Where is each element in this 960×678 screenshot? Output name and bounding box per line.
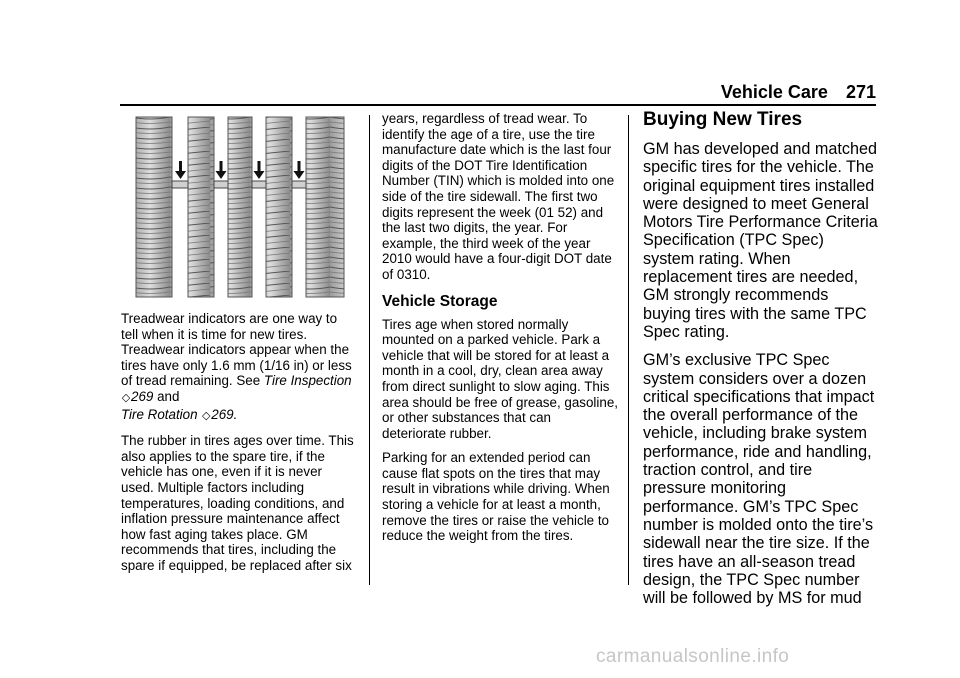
link-tire-rotation[interactable]: Tire Rotation ◇269. [121, 407, 237, 422]
tread-rib-5 [306, 117, 344, 297]
heading-buying-new-tires: Buying New Tires [643, 109, 803, 130]
paragraph-storage-2: Parking for an extended period can cause flat spots on the tires that may result in vibrations while driving. When storing a vehicle for at least a month, remove the tires or raise the vehicle to reduce the weight from the tires. [382, 450, 610, 544]
page-arrow-icon: ◇ [202, 409, 211, 422]
wear-bar-3 [252, 181, 266, 188]
page-header [690, 82, 876, 103]
paragraph-buying-1: GM has developed and matched specific tires for the vehicle. The original equipment tires installed were designed to meet General Motors Tire Performance Criteria Specification (TPC Spec) system rating. When replacement tires are needed, GM strongly recommends buying tires with the same TPC Spec rating. [643, 140, 878, 341]
column-divider [369, 115, 370, 585]
paragraph-treadwear: Treadwear indicators are one way to tell when it is time for new tires. Treadwear indicators appear when the tires have only 1.6 mm (1/16 in) or less of tread remaining. See Tire Inspection ◇269 and Tire Rotation ◇269. [121, 311, 357, 424]
paragraph-tire-age: years, regardless of tread wear. To identify the age of a tire, use the tire manufacture date which is the last four digits of the DOT Tire Identification Number (TIN) which is molded into one side of the tire sidewall. The first two digits represent the week (01 52) and the last two digits, the year. For example, the third week of the year 2010 would have a four-digit DOT date of 0310. [382, 111, 615, 282]
column-2 [382, 111, 618, 553]
section-title: Vehicle Care [720, 82, 828, 102]
wear-bar-4 [292, 181, 306, 188]
page-number: 271 [845, 82, 876, 102]
treadwear-indicator-figure [130, 115, 350, 300]
link-tire-inspection[interactable]: Tire Inspection ◇269 [121, 373, 352, 404]
treadwear-illustration [130, 115, 350, 300]
column-divider [628, 115, 629, 585]
column-3 [643, 109, 879, 617]
wear-bar-2 [214, 181, 228, 188]
page-arrow-icon: ◇ [121, 391, 131, 404]
heading-vehicle-storage: Vehicle Storage [382, 292, 498, 310]
paragraph-buying-2: GM’s exclusive TPC Spec system considers over a dozen critical specifications that impact the overall performance of the vehicle, including brake system performance, ride and handling, traction control, and tire pressure monitoring performance. GM’s TPC Spec number is molded onto the tire’s sidewall near the tire size. If the tires have an all-season tread design, the TPC Spec number will be followed by MS for mud [643, 351, 875, 608]
paragraph-tire-aging: The rubber in tires ages over time. This also applies to the spare tire, if the vehicle has one, even if it is never used. Multiple factors including temperatures, loading conditions, and inflation pressure maintenance affect how fast aging takes place. GM recommends that tires, including the spare if equipped, be replaced after six [121, 433, 354, 573]
watermark: carmanualsonline.info [596, 646, 790, 667]
tread-rib-3 [228, 117, 252, 297]
tread-rib-1 [136, 117, 172, 297]
column-1 [121, 311, 357, 583]
tread-rib-4 [266, 117, 292, 297]
header-rule [120, 104, 876, 106]
paragraph-storage-1: Tires age when stored normally mounted on a parked vehicle. Park a vehicle that will be stored for at least a month in a cool, dry, clean area away from direct sunlight to slow aging. This area should be free of grease, gasoline, or other substances that can deteriorate rubber. [382, 316, 618, 441]
tread-rib-2 [188, 117, 214, 297]
wear-bar-1 [172, 181, 188, 188]
